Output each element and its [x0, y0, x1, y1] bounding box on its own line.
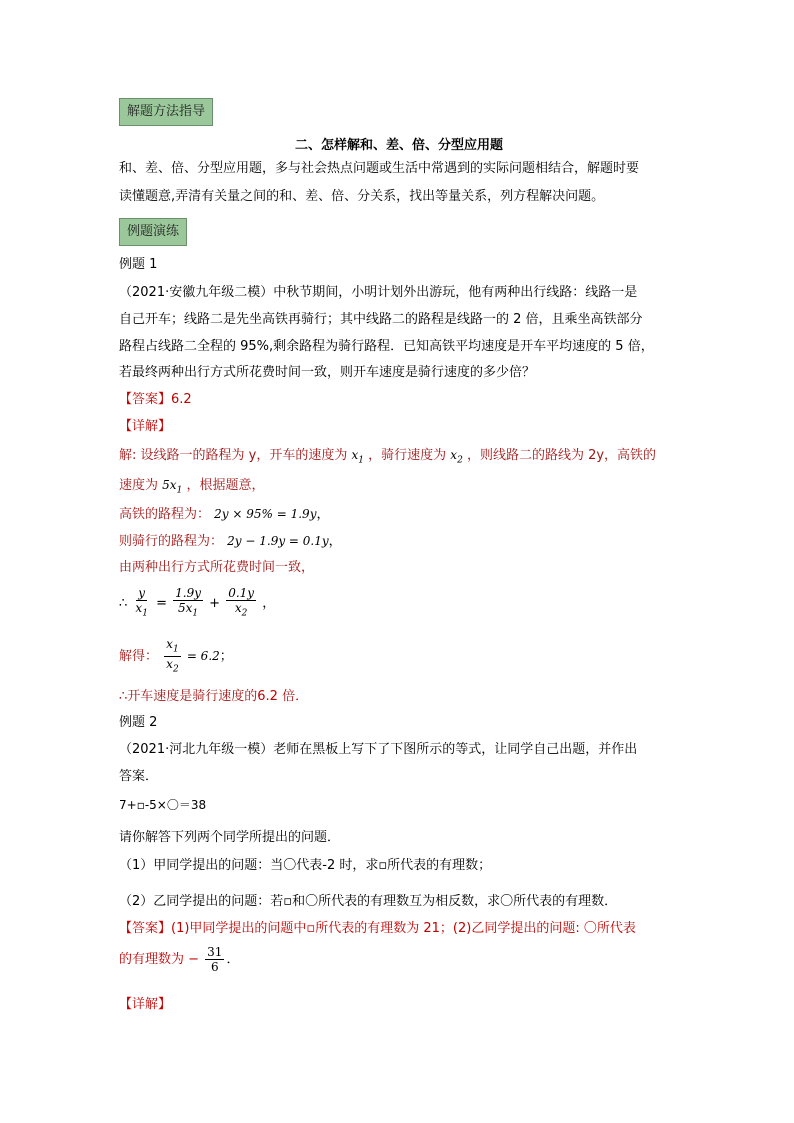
solution-line-3: 高铁的路程为： 2y × 95% = 1.9y， [119, 507, 330, 522]
answer-label: 【答案】 [119, 392, 172, 407]
example2-title: 例题 2 [119, 715, 158, 730]
solution-text: 倍． [277, 689, 309, 704]
method-guide-tag: 解题方法指导 [119, 98, 213, 126]
solution-text: 解: 设线路一的路程为 y，开车的速度为 [119, 448, 348, 463]
solution-line-4: 则骑行的路程为： 2y − 1.9y = 0.1y， [119, 534, 342, 549]
solution-text: ，骑行速度为 [368, 448, 447, 463]
example2-answer-line-1 [119, 920, 636, 938]
solution-text: ∴开车速度是骑行速度的 [119, 689, 258, 704]
rail-distance-expr: 2y × 95% = 1.9y [214, 507, 317, 521]
conclusion-value: 6.2 [257, 689, 278, 704]
example1-problem-line-4: 若最终两种出行方式所花费时间一致，则开车速度是骑行速度的多少倍？ [119, 365, 536, 380]
example1-answer [119, 391, 192, 409]
example2-problem-line-2: 答案． [119, 769, 159, 784]
example1-problem-line-3: 路程占线路二全程的 95%,剩余路程为骑行路程．已知高铁平均速度是开车平均速度的 5 倍， [119, 339, 654, 354]
example1-problem-line-2: 自己开车；线路二是先坐高铁再骑行；其中线路二的路程是线路一的 2 倍，且乘坐高铁部分 [119, 312, 643, 327]
answer-text: 的有理数为 − [119, 952, 200, 967]
answer-text: (1)甲同学提出的问题中▫所代表的有理数为 21；(2)乙同学提出的问题: 〇所代表 [171, 921, 636, 936]
intro-line-2: 读懂题意,弄清有关量之间的和、差、倍、分关系，找出等量关系，列方程解决问题。 [119, 189, 605, 204]
question-1: （1）甲同学提出的问题：当〇代表-2 时，求▫所代表的有理数； [119, 858, 492, 873]
solution-text: 速度为 [119, 478, 159, 493]
solution-text: 解得： [119, 649, 159, 664]
example1-problem-line-1: （2021·安徽九年级二模）中秋节期间，小明计划外出游玩，他有两种出行线路：线路一是 [119, 285, 638, 300]
fraction-y-over-x1: $\frac{y}{x_1}$ [135, 586, 148, 619]
cycling-distance-expr: 2y − 1.9y = 0.1y [227, 534, 329, 548]
expr-5x1: $5x_1$ [162, 478, 183, 496]
example2-prompt: 请你解答下列两个同学所提出的问题． [119, 830, 341, 845]
solved-value: = 6.2 [186, 649, 220, 663]
question-2: （2）乙同学提出的问题：若▫和〇所代表的有理数互为相反数，求〇所代表的有理数． [119, 894, 618, 909]
blackboard-equation: 7+▫-5×〇＝38 [119, 798, 207, 812]
fraction-31-over-6: $\frac{31}{6}$ [207, 945, 223, 974]
fraction-rail-time: $\frac{1.9y}{5x_1}$ [175, 586, 201, 619]
fraction-cycling-time: $\frac{0.1y}{x_2}$ [228, 586, 255, 619]
solution-line-5: 由两种出行方式所花费时间一致， [119, 560, 315, 575]
fraction-x1-over-x2: $\frac{x_1}{x_2}$ [166, 636, 179, 675]
solved-line: 解得： $\frac{x_1}{x_2}$ = 6.2； [119, 636, 233, 675]
answer-value: 6.2 [171, 392, 192, 407]
solution-text: ，根据题意， [186, 478, 265, 493]
intro-line-1: 和、差、倍、分型应用题，多与社会热点问题或生活中常遇到的实际问题相结合，解题时要 [119, 161, 640, 176]
examples-tag: 例题演练 [119, 218, 187, 246]
example2-problem-line-1: （2021·河北九年级一模）老师在黑板上写下了下图所示的等式，让同学自己出题，并作出 [119, 742, 638, 757]
answer-label: 【答案】 [119, 921, 172, 936]
var-x1: $x_1$ [351, 448, 364, 466]
example1-title: 例题 1 [119, 257, 158, 272]
example2-detail-label: 【详解】 [119, 997, 172, 1012]
conclusion-line [119, 688, 308, 706]
solution-text: 高铁的路程为： [119, 507, 211, 522]
time-equation: ∴ $\frac{y}{x_1}$ = $\frac{1.9y}{5x_1}$ + $\frac{0.1y}{x_2}$ ， [119, 586, 276, 619]
solution-line-2 [119, 476, 264, 499]
solution-text: 则骑行的路程为： [119, 534, 224, 549]
var-x2: $x_2$ [450, 448, 463, 466]
example2-answer-line-2: 的有理数为 − $\frac{31}{6}$ ． [119, 945, 240, 974]
solution-line-1 [119, 446, 656, 469]
solution-text: ，则线路二的路线为 2y，高铁的 [466, 448, 657, 463]
section-title: 二、怎样解和、差、倍、分型应用题 [294, 138, 503, 153]
example1-detail-label: 【详解】 [119, 419, 172, 434]
